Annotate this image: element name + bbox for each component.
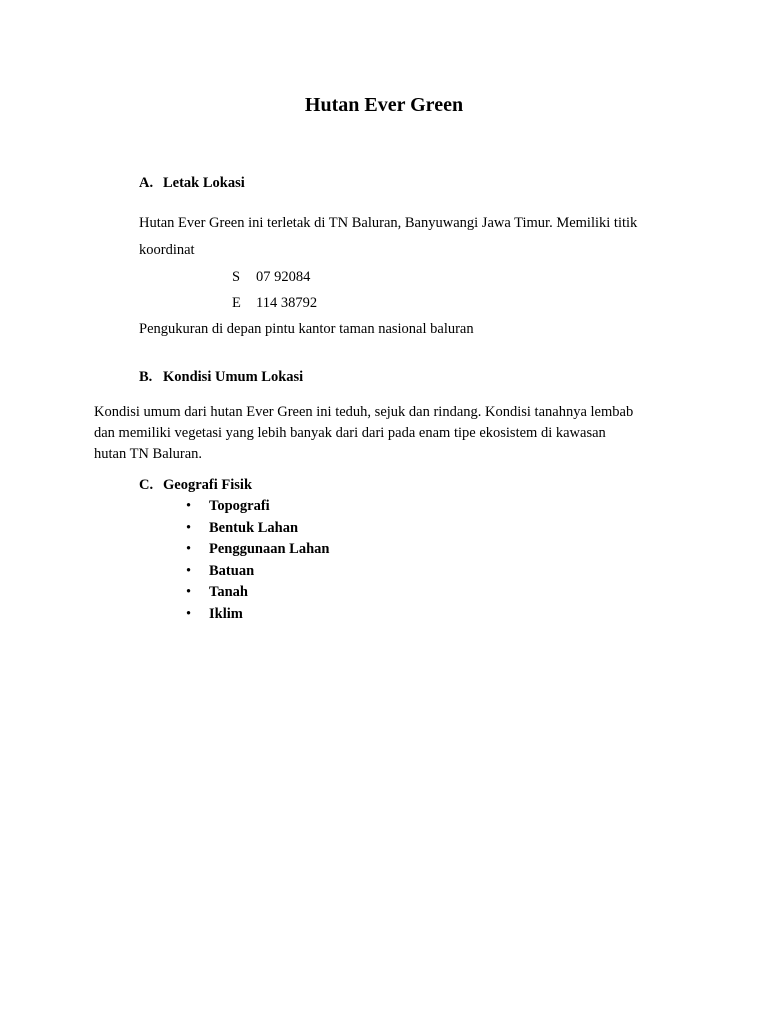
coordinate-letter: E [232,295,241,311]
section-a-heading-text: Letak Lokasi [163,175,245,191]
section-a-heading [139,174,245,192]
coordinate-value: 07 92084 [256,269,311,285]
list-item [186,582,329,604]
list-item-label: Penggunaan Lahan [209,541,330,558]
section-c-heading [139,476,252,494]
section-b-heading [139,368,303,386]
section-c-marker: C. [139,477,154,493]
list-item-label: Topografi [209,498,270,514]
list-item [186,604,329,626]
list-item [186,496,329,518]
paragraph-line: hutan TN Baluran. [94,446,203,462]
list-item [186,561,329,583]
bullet-icon: • [186,541,192,558]
geografi-fisik-list [186,496,329,626]
bullet-icon: • [186,519,192,536]
coordinate-letter: S [232,269,241,285]
list-item [186,518,329,540]
section-b-paragraph [94,402,654,465]
paragraph-line: Kondisi umum dari hutan Ever Green ini teduh, sejuk dan rindang. Kondisi tanahnya lembab [94,404,634,420]
measurement-note: Pengukuran di depan pintu kantor taman nasional baluran [139,321,474,337]
bullet-icon: • [186,562,192,579]
section-a-marker: A. [139,175,154,191]
list-item-label: Bentuk Lahan [209,519,299,536]
document-title: Hutan Ever Green [304,94,464,116]
list-item [186,539,329,561]
bullet-icon: • [186,498,192,514]
paragraph-line: dan memiliki vegetasi yang lebih banyak dari dari pada enam tipe ekosistem di kawasan [94,425,606,441]
list-item-label: Batuan [209,562,255,579]
section-a-line-1: Hutan Ever Green ini terletak di TN Baluran, Banyuwangi Jawa Timur. Memiliki titik [139,215,638,231]
list-item-label: Tanah [209,584,248,601]
section-c-heading-text: Geografi Fisik [163,477,253,493]
list-item-label: Iklim [209,605,243,622]
section-a-line-2: koordinat [139,242,195,258]
coordinate-row-s [232,268,310,286]
coordinate-row-e [232,294,317,312]
section-b-marker: B. [139,369,153,385]
section-b-heading-text: Kondisi Umum Lokasi [163,369,304,385]
bullet-icon: • [186,605,192,622]
coordinate-value: 114 38792 [256,295,318,311]
bullet-icon: • [186,584,192,601]
